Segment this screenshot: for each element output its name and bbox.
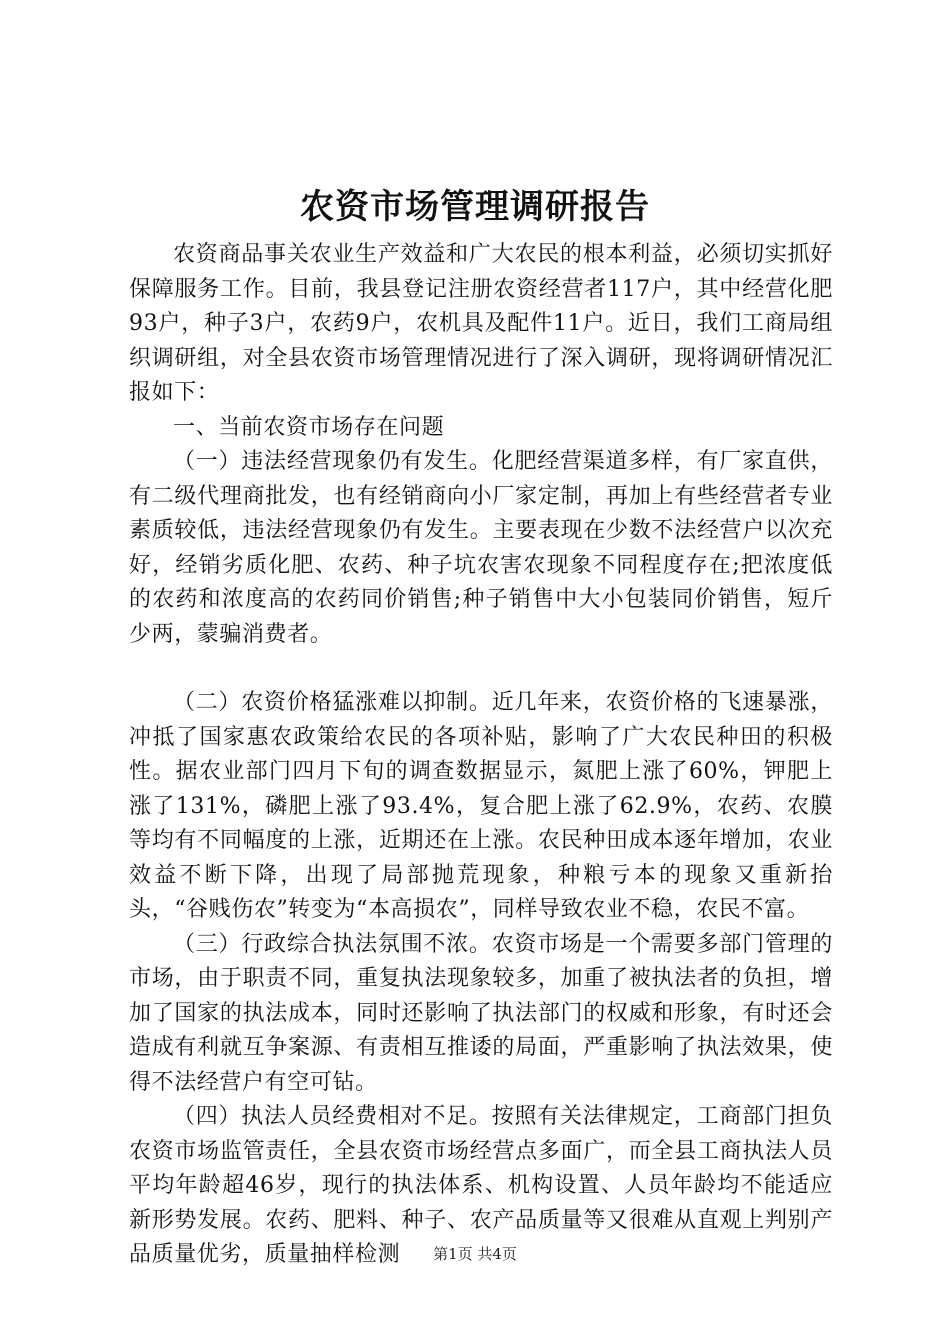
page-number: 第1页 共4页	[433, 1245, 517, 1263]
section-heading: 一、当前农资市场存在问题	[173, 414, 445, 440]
issue-paragraph-3: （三）行政综合执法氛围不浓。农资市场是一个需要多部门管理的市场，由于职责不同，重复执法现象较多，加重了被执法者的负担，增加了国家的执法成本，同时还影响了执法部门的权威和形象，有时还会造成有利就互争案源、有责相互推诿的局面，严重影响了执法效果，使得不法经营户有空可钻。	[129, 931, 833, 1095]
issue-paragraph-4: （四）执法人员经费相对不足。按照有关法律规定，工商部门担负农资市场监管责任，全县农资市场经营点多面广，而全县工商执法人员平均年龄超46岁，现行的执法体系、机构设置、人员年龄均不能适应新形势发展。农药、肥料、种子、农产品质量等又很难从直观上判别产品质量优劣，质量抽样检测	[129, 1104, 833, 1267]
issue-paragraph-2: （二）农资价格猛涨难以抑制。近几年来，农资价格的飞速暴涨，冲抵了国家惠农政策给农民的各项补贴，影响了广大农民种田的积极性。据农业部门四月下旬的调查数据显示，氮肥上涨了60%，钾肥上涨了131%，磷肥上涨了93.4%，复合肥上涨了62.9%，农药、农膜等均有不同幅度的上涨，近期还在上涨。农民种田成本逐年增加，农业效益不断下降，出现了局部抛荒现象，种粮亏本的现象又重新抬头，“谷贱伤农”转变为“本高损农”，同样导致农业不稳，农民不富。	[129, 690, 833, 922]
issue-paragraph-1: （一）违法经营现象仍有发生。化肥经营渠道多样，有厂家直供，有二级代理商批发，也有经销商向小厂家定制，再加上有些经营者专业素质较低，违法经营现象仍有发生。主要表现在少数不法经营户以次充好，经销劣质化肥、农药、种子坑农害农现象不同程度存在;把浓度低的农药和浓度高的农药同价销售;种子销售中大小包装同价销售，短斤少两，蒙骗消费者。	[129, 449, 833, 647]
intro-paragraph: 农资商品事关农业生产效益和广大农民的根本利益，必须切实抓好保障服务工作。目前，我县登记注册农资经营者117户，其中经营化肥93户，种子3户，农药9户，农机具及配件11户。近日，我们工商局组织调研组，对全县农资市场管理情况进行了深入调研，现将调研情况汇报如下：	[129, 242, 833, 405]
document-body	[129, 238, 833, 1273]
document-title: 农资市场管理调研报告	[300, 187, 650, 227]
